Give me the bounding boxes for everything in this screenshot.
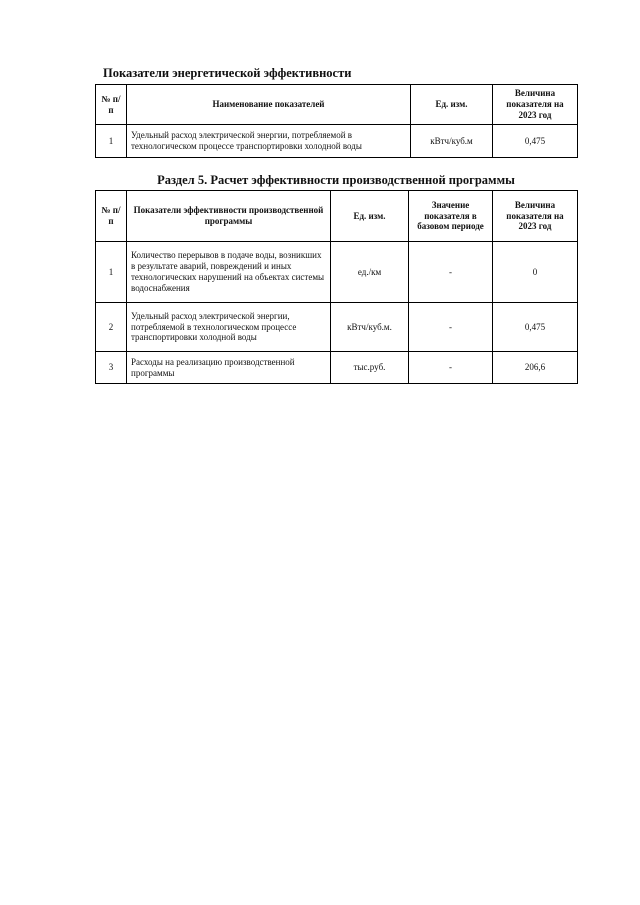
cell-value: 0,475 — [493, 303, 578, 352]
table-row — [96, 303, 578, 352]
cell-name: Количество перерывов в подаче воды, возникших в результате аварий, повреждений и иных технологических нарушений на объектах системы водоснабжения — [127, 242, 331, 303]
cell-value: 206,6 — [493, 352, 578, 384]
cell-base: - — [409, 303, 493, 352]
table-header-row — [96, 191, 578, 242]
cell-value: 0,475 — [493, 125, 578, 158]
table-row — [96, 125, 578, 158]
cell-name: Удельный расход электрической энергии, потребляемой в технологическом процессе транспортировки холодной воды — [127, 303, 331, 352]
header-name: Наименование показателей — [127, 85, 411, 125]
header-value: Величина показателя на 2023 год — [493, 85, 578, 125]
cell-unit: кВтч/куб.м. — [331, 303, 409, 352]
cell-num: 1 — [96, 125, 127, 158]
header-unit: Ед. изм. — [411, 85, 493, 125]
cell-unit: тыс.руб. — [331, 352, 409, 384]
energy-efficiency-title: Показатели энергетической эффективности — [103, 66, 352, 80]
header-name: Показатели эффективности производственной программы — [127, 191, 331, 242]
section5-title: Раздел 5. Расчет эффективности производственной программы — [157, 173, 515, 187]
cell-num: 3 — [96, 352, 127, 384]
cell-num: 1 — [96, 242, 127, 303]
table-row — [96, 242, 578, 303]
header-value: Величина показателя на 2023 год — [493, 191, 578, 242]
header-num: № п/п — [96, 191, 127, 242]
cell-base: - — [409, 242, 493, 303]
cell-name: Расходы на реализацию производственной программы — [127, 352, 331, 384]
table-header-row — [96, 85, 578, 125]
cell-unit: ед./км — [331, 242, 409, 303]
header-base: Значение показателя в базовом периоде — [409, 191, 493, 242]
header-num: № п/п — [96, 85, 127, 125]
cell-unit: кВтч/куб.м — [411, 125, 493, 158]
cell-name: Удельный расход электрической энергии, потребляемой в технологическом процессе транспортировки холодной воды — [127, 125, 411, 158]
cell-base: - — [409, 352, 493, 384]
program-efficiency-table — [95, 190, 578, 384]
cell-value: 0 — [493, 242, 578, 303]
table-row — [96, 352, 578, 384]
energy-efficiency-table — [95, 84, 578, 158]
header-unit: Ед. изм. — [331, 191, 409, 242]
cell-num: 2 — [96, 303, 127, 352]
